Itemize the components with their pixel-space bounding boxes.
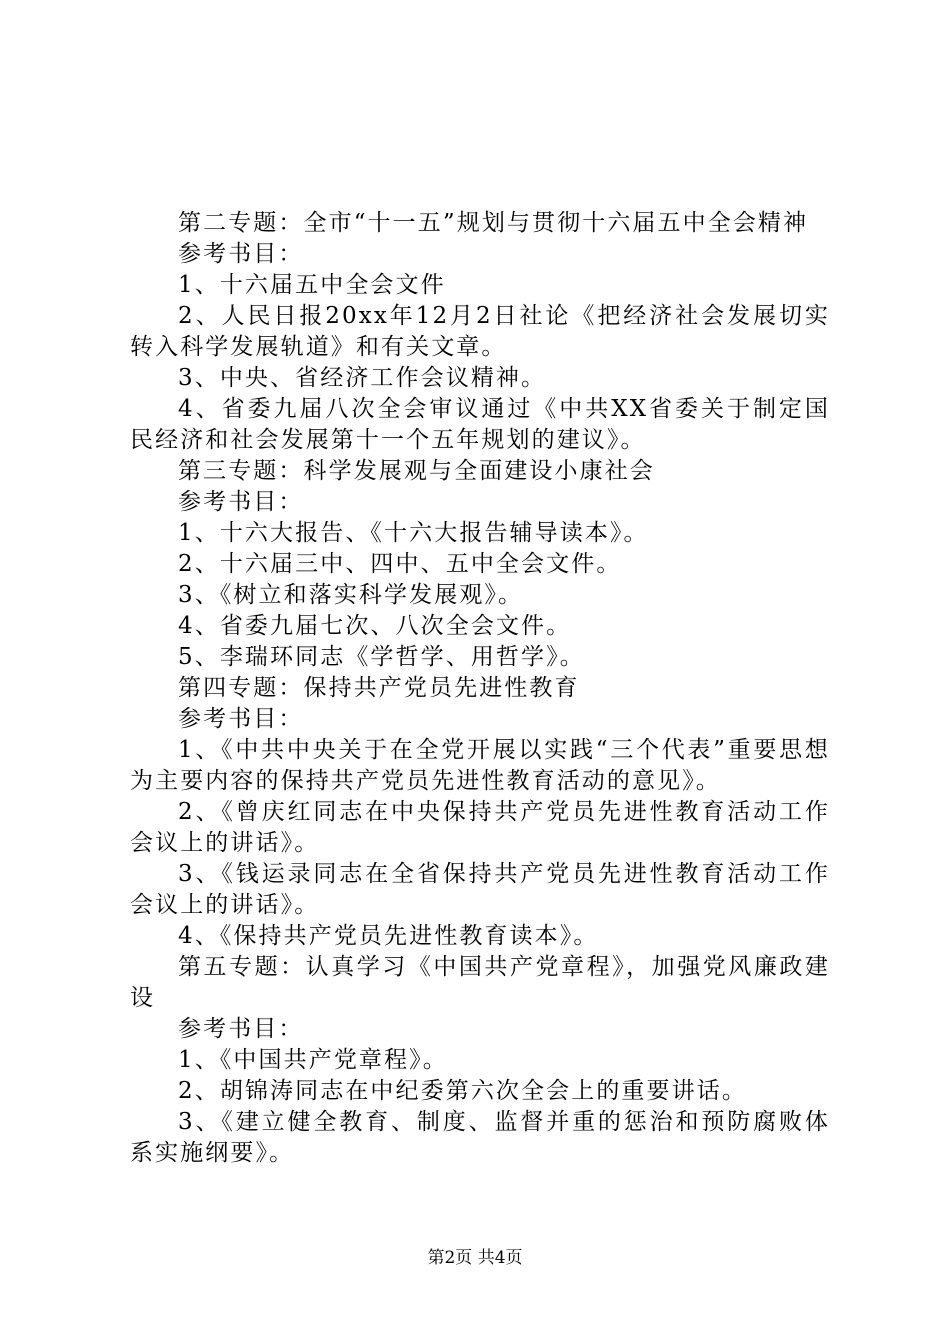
reference-item: 1、《中共中央关于在全党开展以实践“三个代表”重要思想为主要内容的保持共产党员先进性教育活动的意见》。 xyxy=(130,737,830,794)
section-heading-5: 第五专题：认真学习《中国共产党章程》，加强党风廉政建设 xyxy=(130,954,830,1011)
section-heading-2: 第二专题：全市“十一五”规划与贯彻十六届五中全会精神 xyxy=(178,210,809,236)
reference-item: 2、《曾庆红同志在中央保持共产党员先进性教育活动工作会议上的讲话》。 xyxy=(130,799,830,856)
document-body xyxy=(130,208,830,1169)
reference-heading: 参考书目： xyxy=(178,489,304,515)
reference-item: 2、十六届三中、四中、五中全会文件。 xyxy=(178,551,622,577)
reference-item: 3、《建立健全教育、制度、监督并重的惩治和预防腐败体系实施纲要》。 xyxy=(130,1109,830,1166)
reference-item: 3、《钱运录同志在全省保持共产党员先进性教育活动工作会议上的讲话》。 xyxy=(130,861,830,918)
reference-item: 3、中央、省经济工作会议精神。 xyxy=(178,365,547,391)
reference-item: 5、李瑞环同志《学哲学、用哲学》。 xyxy=(178,644,585,670)
reference-item: 4、省委九届八次全会审议通过《中共XX省委关于制定国民经济和社会发展第十一个五年规划的建议》。 xyxy=(130,396,830,453)
reference-item: 1、十六届五中全会文件 xyxy=(178,272,446,298)
reference-heading: 参考书目： xyxy=(178,1016,304,1042)
reference-heading: 参考书目： xyxy=(178,241,304,267)
page-number: 第2页 共4页 xyxy=(427,1248,523,1268)
reference-heading: 参考书目： xyxy=(178,706,304,732)
reference-item: 1、《中国共产党章程》。 xyxy=(178,1047,448,1073)
reference-item: 4、省委九届七次、八次全会文件。 xyxy=(178,613,572,639)
section-heading-4: 第四专题：保持共产党员先进性教育 xyxy=(178,675,580,701)
reference-item: 4、《保持共产党员先进性教育读本》。 xyxy=(178,923,599,949)
reference-item: 2、胡锦涛同志在中纪委第六次全会上的重要讲话。 xyxy=(178,1078,747,1104)
reference-item: 2、人民日报20xx年12月2日社论《把经济社会发展切实转入科学发展轨道》和有关文章。 xyxy=(130,303,830,360)
reference-item: 3、《树立和落实科学发展观》。 xyxy=(178,582,524,608)
reference-item: 1、十六大报告、《十六大报告辅导读本》。 xyxy=(178,520,649,546)
section-heading-3: 第三专题：科学发展观与全面建设小康社会 xyxy=(178,458,655,484)
